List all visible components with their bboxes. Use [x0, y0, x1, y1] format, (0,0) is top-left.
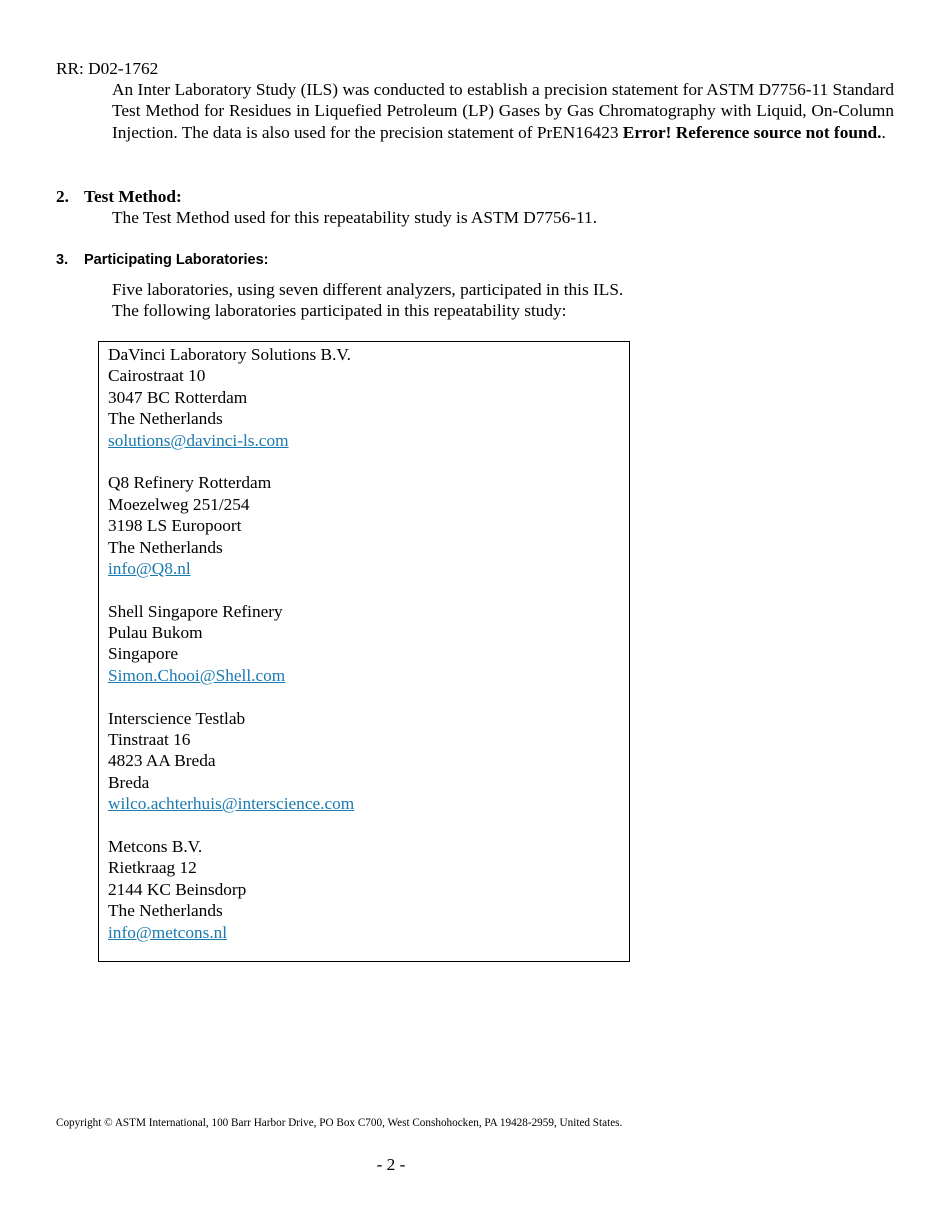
lab-entry-metcons: [108, 836, 629, 943]
lab-name: Metcons B.V.: [108, 836, 203, 856]
intro-paragraph: [112, 79, 894, 143]
lab-name: Interscience Testlab: [108, 708, 246, 728]
lab-postal-city: Singapore: [108, 644, 179, 664]
lab-email-line: [108, 922, 629, 943]
section-3-heading: [56, 250, 269, 271]
laboratories-box: [98, 341, 630, 962]
lab-email-link[interactable]: solutions@davinci-ls.com: [108, 430, 289, 450]
lab-country: Breda: [108, 772, 150, 792]
section-2-text: The Test Method used for this repeatability study is ASTM D7756-11.: [112, 208, 598, 227]
section-3-paragraph-1: Five laboratories, using seven different analyzers, participated in this ILS.: [112, 280, 624, 299]
page-number: - 2 -: [376, 1155, 406, 1174]
section-2-heading: [56, 186, 182, 207]
section-3-number: 3.: [56, 252, 69, 268]
intro-text: An Inter Laboratory Study (ILS) was conducted to establish a precision statement for ASTM D7756-11 Standard Test Method for Residues in Liquefied Petroleum (LP) Gases by Gas Chromatography with Liquid, On-Column Injection. The data is also used for the precision statement of PrEN16423: [112, 80, 894, 142]
lab-entry-q8: [108, 472, 629, 579]
lab-email-link[interactable]: info@Q8.nl: [108, 558, 191, 578]
lab-postal-city: 3047 BC Rotterdam: [108, 387, 248, 407]
lab-country: The Netherlands: [108, 409, 223, 429]
section-3-paragraph-2: The following laboratories participated in this repeatability study:: [112, 301, 567, 320]
lab-email-link[interactable]: Simon.Chooi@Shell.com: [108, 665, 286, 685]
lab-email-link[interactable]: info@metcons.nl: [108, 922, 228, 942]
lab-name: DaVinci Laboratory Solutions B.V.: [108, 345, 351, 364]
lab-email-line: [108, 430, 629, 451]
intro-trailing: .: [881, 122, 886, 142]
lab-entry-shell: [108, 601, 629, 687]
lab-country: The Netherlands: [108, 537, 223, 557]
lab-street: Moezelweg 251/254: [108, 494, 250, 514]
lab-street: Rietkraag 12: [108, 858, 197, 878]
error-reference: Error! Reference source not found.: [622, 122, 882, 142]
report-id: RR: D02-1762: [56, 59, 159, 78]
section-2-title: Test Method:: [84, 187, 182, 206]
lab-name: Shell Singapore Refinery: [108, 601, 283, 621]
copyright-notice: Copyright © ASTM International, 100 Barr Harbor Drive, PO Box C700, West Conshohocken, PA 19428-2959, United States.: [56, 1117, 623, 1129]
lab-email-line: [108, 558, 629, 579]
lab-name: Q8 Refinery Rotterdam: [108, 473, 272, 493]
section-2-number: 2.: [56, 187, 69, 206]
lab-street: Tinstraat 16: [108, 730, 191, 750]
section-3-title: Participating Laboratories:: [84, 252, 269, 268]
lab-postal-city: 4823 AA Breda: [108, 751, 216, 771]
lab-street: Pulau Bukom: [108, 623, 203, 643]
lab-email-link[interactable]: wilco.achterhuis@interscience.com: [108, 794, 355, 814]
lab-entry-davinci: [108, 344, 629, 451]
lab-country: The Netherlands: [108, 901, 223, 921]
lab-email-line: [108, 793, 629, 814]
lab-entry-interscience: [108, 708, 629, 815]
lab-street: Cairostraat 10: [108, 366, 206, 386]
lab-email-line: [108, 665, 629, 686]
lab-postal-city: 2144 KC Beinsdorp: [108, 879, 247, 899]
lab-postal-city: 3198 LS Europoort: [108, 516, 242, 536]
